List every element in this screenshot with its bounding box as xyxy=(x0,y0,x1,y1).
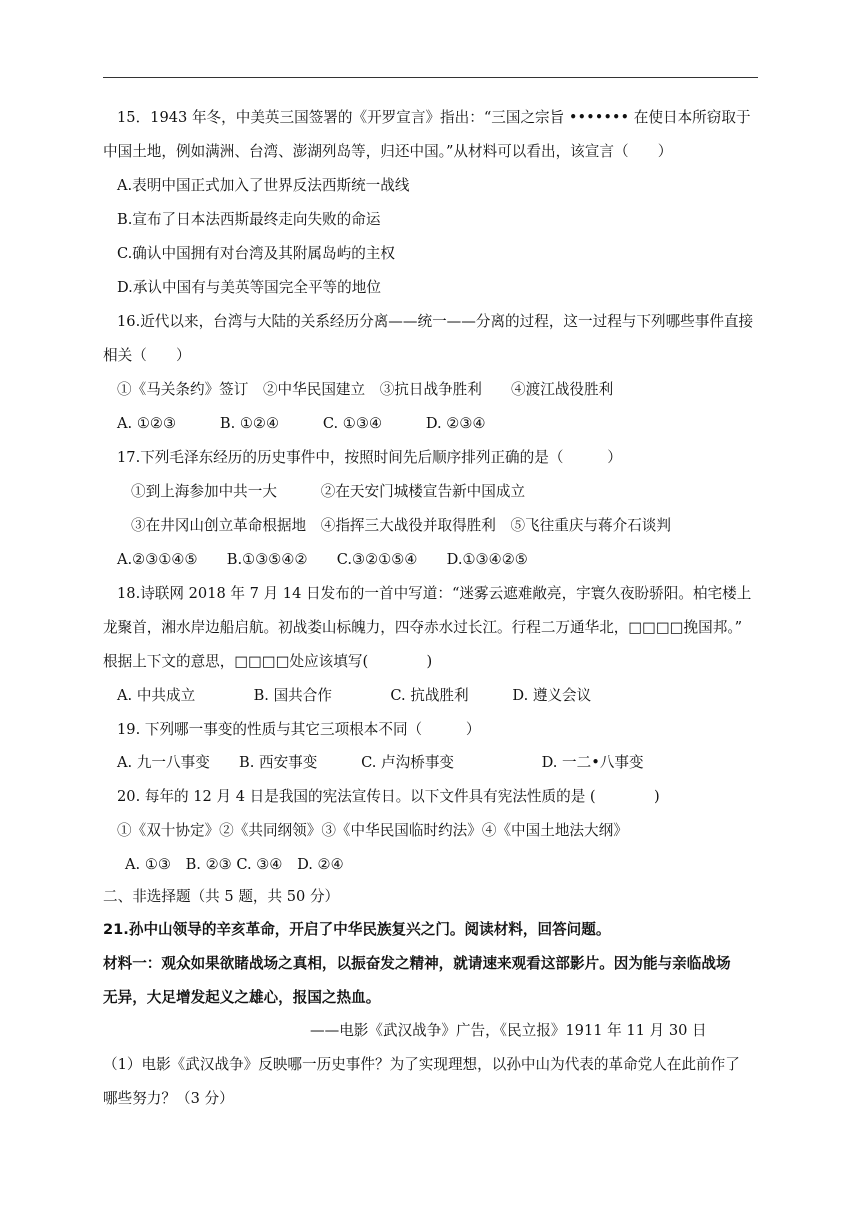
question-21-stem: 21.孙中山领导的辛亥革命，开启了中华民族复兴之门。阅读材料，回答问题。 xyxy=(103,921,611,938)
question-17-stem: 17.下列毛泽东经历的历史事件中，按照时间先后顺序排列正确的是（ ） xyxy=(117,449,622,466)
question-17-options: A.②③①④⑤ B.①③⑤④② C.③②①⑤④ D.①③④②⑤ xyxy=(117,551,528,568)
question-18-options: A. 中共成立 B. 国共合作 C. 抗战胜利 D. 遵义会议 xyxy=(117,687,592,704)
material-1-source: ——电影《武汉战争》广告，《民立报》1911 年 11 月 30 日 xyxy=(310,1022,707,1039)
question-19-stem: 19. 下列哪一事变的性质与其它三项根本不同（ ） xyxy=(117,721,481,738)
question-15-option-b: B.宣布了日本法西斯最终走向失败的命运 xyxy=(117,211,381,228)
question-17-items-line-1: ①到上海参加中共一大 ②在天安门城楼宣告新中国成立 xyxy=(131,483,526,500)
question-16-items: ①《马关条约》签订 ②中华民国建立 ③抗日战争胜利 ④渡江战役胜利 xyxy=(117,381,614,398)
question-16-options: A. ①②③ B. ①②④ C. ①③④ D. ②③④ xyxy=(117,415,486,432)
material-1-line-1: 材料一：观众如果欲睹战场之真相，以振奋发之精神，就请速来观看这部影片。因为能与亲临战场 xyxy=(103,955,731,972)
question-18-stem-line-1: 18.诗联网 2018 年 7 月 14 日发布的一首中写道：“迷雾云遮难敞亮，宇寰久夜盼骄阳。柏宅楼上 xyxy=(117,585,752,602)
question-16-stem-line-1: 16.近代以来，台湾与大陆的关系经历分离——统一——分离的过程，这一过程与下列哪些事件直接 xyxy=(117,313,754,330)
header-rule xyxy=(103,77,758,78)
sub-question-1-line-2: 哪些努力？（3 分） xyxy=(103,1090,234,1107)
question-18-stem-line-2: 龙聚首，湘水岸边船启航。初战娄山标魄力，四夺赤水过长江。行程二万通华北，□□□□挽国邦。” xyxy=(103,619,743,636)
question-15-option-c: C.确认中国拥有对台湾及其附属岛屿的主权 xyxy=(117,245,395,262)
question-18-stem-line-3: 根据上下文的意思，□□□□处应该填写( ) xyxy=(103,653,433,670)
material-1-line-2: 无异，大足增发起义之雄心，报国之热血。 xyxy=(103,989,381,1006)
question-17-items-line-2: ③在井冈山创立革命根据地 ④指挥三大战役并取得胜利 ⑤飞往重庆与蒋介石谈判 xyxy=(131,517,671,534)
sub-question-1-line-1: （1）电影《武汉战争》反映哪一历史事件？为了实现理想，以孙中山为代表的革命党人在此前作了 xyxy=(103,1056,740,1073)
question-16-stem-line-2: 相关（ ） xyxy=(103,347,191,364)
question-15-option-d: D.承认中国有与美英等国完全平等的地位 xyxy=(117,279,381,296)
question-15-option-a: A.表明中国正式加入了世界反法西斯统一战线 xyxy=(117,177,410,194)
question-15-stem-line-1: 15．1943 年冬，中美英三国签署的《开罗宣言》指出：“三国之宗旨 ••••••• 在使日本所窃取于 xyxy=(117,109,751,126)
section-heading: 二、非选择题（共 5 题，共 50 分） xyxy=(103,888,340,905)
question-20-options: A. ①③ B. ②③ C. ③④ D. ②④ xyxy=(125,856,344,873)
question-15-stem-line-2: 中国土地，例如满洲、台湾、澎湖列岛等，归还中国。”从材料可以看出，该宣言（ ） xyxy=(103,143,673,160)
question-19-options: A. 九一八事变 B. 西安事变 C. 卢沟桥事变 D. 一二•八事变 xyxy=(117,754,644,771)
question-20-items: ①《双十协定》②《共同纲领》③《中华民国临时约法》④《中国土地法大纲》 xyxy=(117,822,628,839)
question-20-stem: 20. 每年的 12 月 4 日是我国的宪法宣传日。以下文件具有宪法性质的是 ( ) xyxy=(117,788,660,805)
